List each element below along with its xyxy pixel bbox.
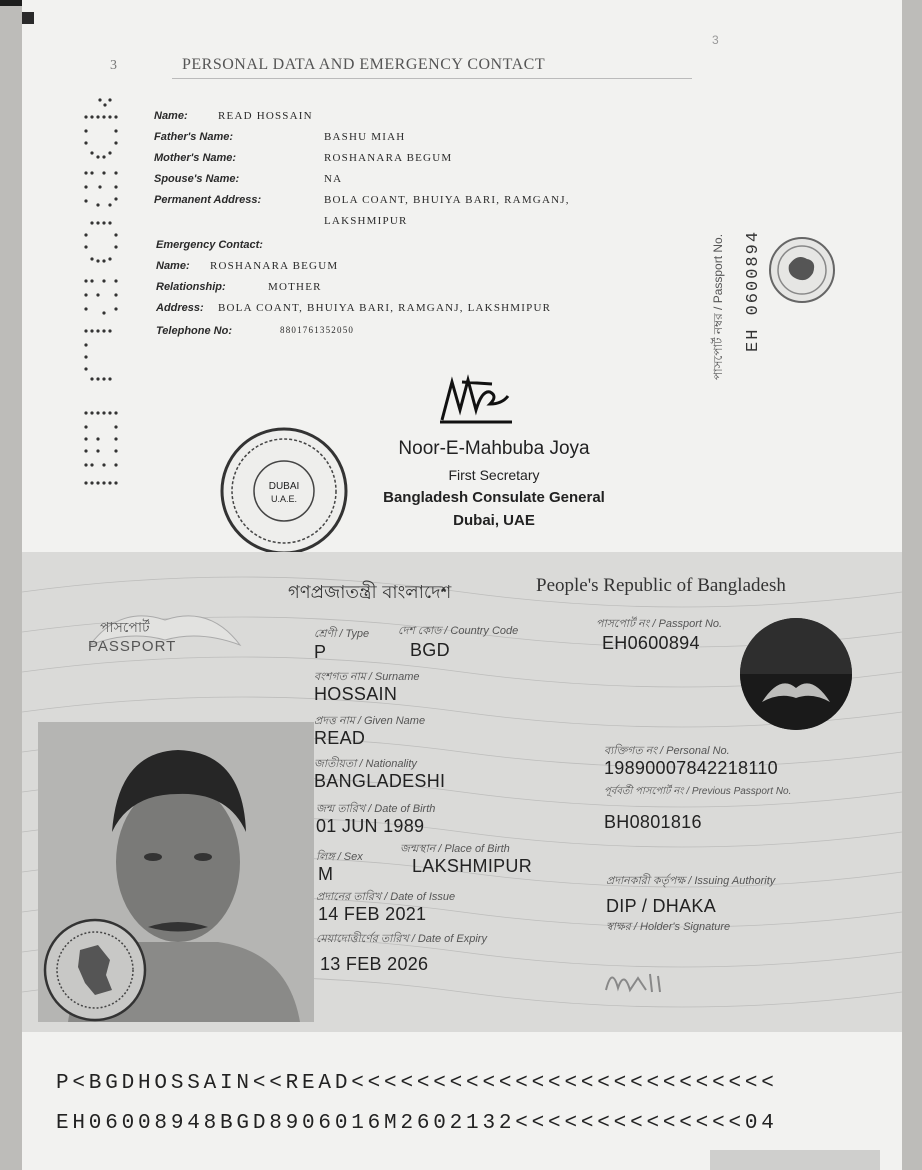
mrz-line-2: EH06008948BGD8906016M2602132<<<<<<<<<<<<<<04 — [56, 1112, 778, 1135]
seal-city: DUBAI — [268, 481, 300, 492]
corner-mark: 3 — [712, 33, 719, 47]
country-title-bangla: গণপ্রজাতন্ত্রী বাংলাদেশ — [288, 582, 452, 603]
name-value: READ HOSSAIN — [218, 110, 313, 122]
relationship-value: MOTHER — [268, 281, 322, 293]
address-line1: BOLA COANT, BHUIYA BARI, RAMGANJ, — [324, 194, 570, 206]
signatory-title: First Secretary — [448, 467, 540, 483]
country-code-label: দেশ কোড / Country Code — [398, 625, 519, 637]
country-title-english: People's Republic of Bangladesh — [536, 575, 786, 596]
chip-logo — [740, 618, 852, 730]
perforation-dots-icon — [80, 95, 130, 495]
place-of-birth-value: LAKSHMIPUR — [412, 856, 533, 876]
type-value: P — [314, 642, 327, 662]
previous-passport-label: পূর্ববর্তী পাসপোর্ট নং / Previous Passport No. — [604, 786, 792, 797]
dob-label: জন্ম তারিখ / Date of Birth — [316, 803, 436, 815]
personal-no-value: 19890007842218110 — [604, 758, 778, 778]
signatory-city: Dubai, UAE — [453, 512, 535, 529]
mother-value: ROSHANARA BEGUM — [324, 152, 453, 164]
relationship-label: Relationship: — [156, 281, 226, 293]
father-label: Father's Name: — [154, 131, 234, 143]
scan-corner-mark — [22, 12, 34, 24]
father-value: BASHU MIAH — [324, 131, 406, 143]
name-label: Name: — [154, 110, 188, 122]
signature-icon — [432, 370, 522, 430]
country-code-value: BGD — [410, 640, 450, 660]
page-number: 3 — [110, 58, 117, 73]
issuing-authority-value: DIP / DHAKA — [606, 896, 716, 916]
surname-value: HOSSAIN — [314, 684, 398, 704]
phone-value: 8801761352050 — [280, 325, 355, 335]
address-line2: LAKSHMIPUR — [324, 215, 408, 227]
signatory-name: Noor-E-Mahbuba Joya — [398, 438, 590, 459]
emergency-address-label: Address: — [156, 302, 204, 314]
mrz-line-1: P<BGDHOSSAIN<<READ<<<<<<<<<<<<<<<<<<<<<<<<<< — [56, 1072, 778, 1095]
previous-passport-value: BH0801816 — [604, 812, 702, 832]
issue-date-value: 14 FEB 2021 — [318, 904, 427, 924]
passport-no-label: পাসপোর্ট নং / Passport No. — [596, 618, 723, 630]
holder-signature-icon — [598, 960, 678, 1000]
signatory-office: Bangladesh Consulate General — [383, 489, 605, 506]
emergency-name-label: Name: — [156, 260, 190, 272]
emergency-name-value: ROSHANARA BEGUM — [210, 260, 339, 272]
surname-label: বংশগত নাম / Surname — [314, 671, 420, 683]
passport-no-value: EH0600894 — [602, 633, 700, 653]
passport-label-bangla: পাসপোর্ট — [100, 619, 150, 635]
emergency-heading: Emergency Contact: — [156, 239, 263, 251]
mother-label: Mother's Name: — [154, 152, 237, 164]
government-seal-icon — [40, 915, 150, 1025]
bottom-strip — [710, 1150, 880, 1170]
sex-label: লিঙ্গ / Sex — [316, 851, 363, 863]
dob-value: 01 JUN 1989 — [316, 816, 425, 836]
spouse-label: Spouse's Name: — [154, 173, 240, 185]
lotus-chip-icon — [740, 618, 852, 730]
holder-signature-label: স্বাক্ষর / Holder's Signature — [606, 921, 731, 933]
expiry-date-value: 13 FEB 2026 — [320, 954, 429, 974]
consulate-seal-icon — [218, 425, 350, 557]
issuing-authority-label: প্রদানকারী কর্তৃপক্ষ / Issuing Authority — [606, 875, 776, 887]
place-of-birth-label: জন্মস্থান / Place of Birth — [400, 843, 510, 855]
vertical-passport-number: EH 0600894 — [744, 229, 763, 352]
personal-no-label: ব্যক্তিগত নং / Personal No. — [604, 745, 730, 757]
nationality-label: জাতীয়তা / Nationality — [314, 758, 417, 770]
expiry-date-label: মেয়াদোত্তীর্ণের তারিখ / Date of Expiry — [316, 933, 487, 945]
seal-country: U.A.E. — [270, 494, 298, 504]
address-label: Permanent Address: — [154, 194, 262, 206]
emblem-icon — [767, 235, 837, 305]
vertical-passport-label: পাসপোর্ট নম্বর / Passport No. — [711, 233, 725, 380]
issue-date-label: প্রদানের তারিখ / Date of Issue — [316, 891, 456, 903]
phone-label: Telephone No: — [156, 325, 232, 337]
perforated-passport-number — [80, 95, 130, 495]
page-title: PERSONAL DATA AND EMERGENCY CONTACT — [182, 56, 546, 73]
passport-label-english: PASSPORT — [88, 638, 177, 655]
spouse-value: NA — [324, 173, 343, 185]
type-label: শ্রেণী / Type — [314, 628, 370, 640]
title-underline — [172, 78, 692, 79]
sex-value: M — [318, 864, 334, 884]
given-name-value: READ — [314, 728, 366, 748]
emergency-address-value: BOLA COANT, BHUIYA BARI, RAMGANJ, LAKSHMIPUR — [218, 302, 552, 314]
given-name-label: প্রদত্ত নাম / Given Name — [314, 715, 426, 727]
nationality-value: BANGLADESHI — [314, 771, 446, 791]
